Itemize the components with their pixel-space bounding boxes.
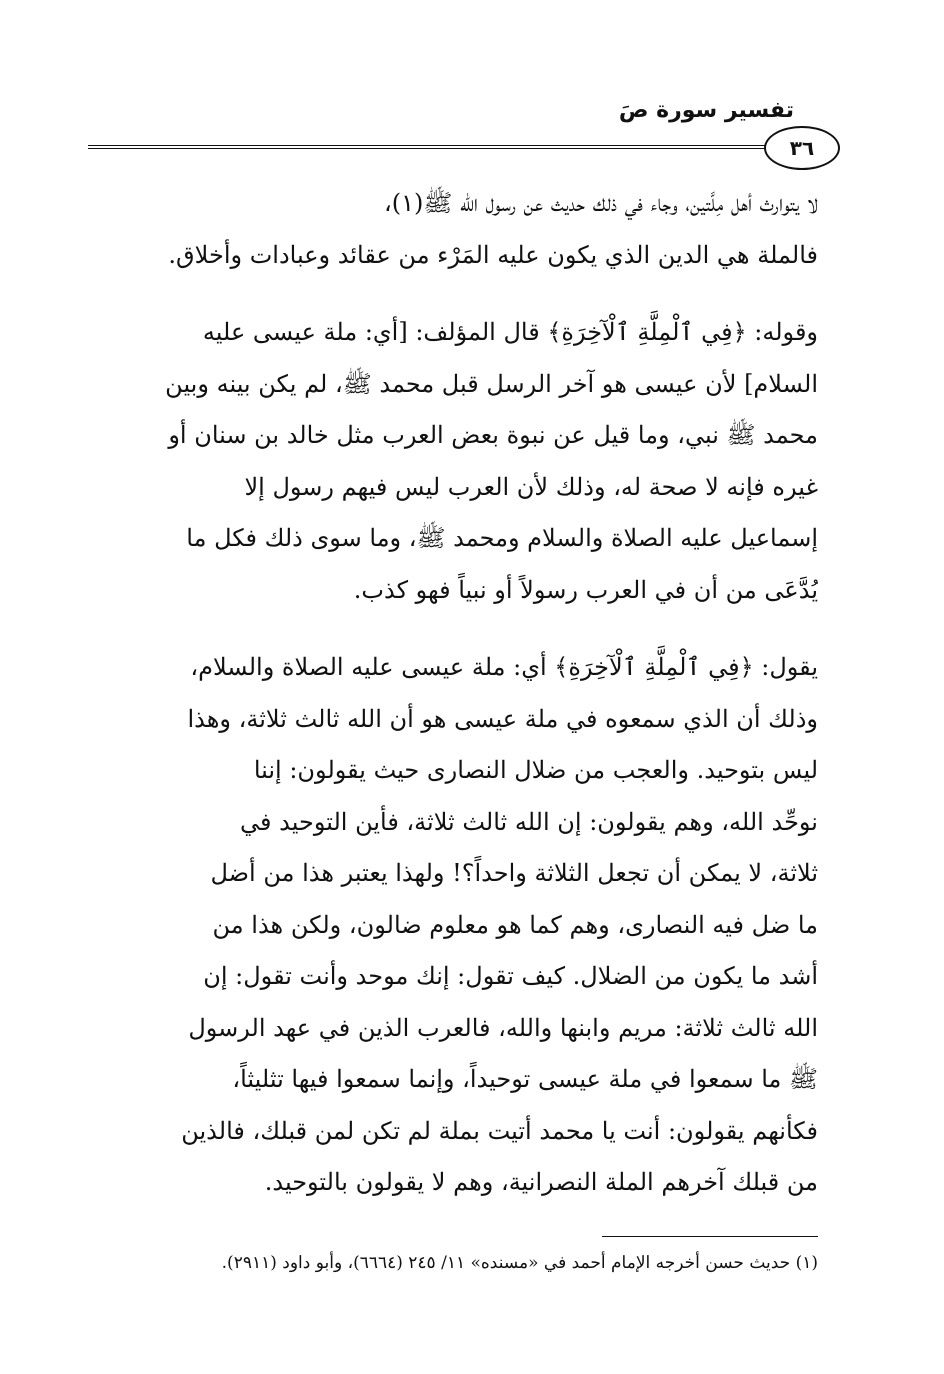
paragraph-1 xyxy=(126,178,818,281)
running-title: تفسير سورة صَ xyxy=(618,98,794,123)
page-number: ٣٦ xyxy=(764,126,840,170)
body-text xyxy=(126,178,818,1209)
text-line: إسماعيل عليه الصلاة والسلام ومحمد ﷺ، وما سوى ذلك فكل ما xyxy=(186,524,818,552)
text-line: السلام] لأن عيسى هو آخر الرسل قبل محمد ﷺ، لم يكن بينه وبين xyxy=(165,369,818,398)
text-line: وذلك أن الذي سمعوه في ملة عيسى هو أن الله ثالث ثلاثة، وهذا xyxy=(187,704,818,733)
text-line: محمد ﷺ نبي، وما قيل عن نبوة بعض العرب مثل خالد بن سنان أو xyxy=(168,421,818,449)
footnote-rule xyxy=(602,1236,818,1237)
text-line: الله ثالث ثلاثة: مريم وابنها والله، فالعرب الذين في عهد الرسول xyxy=(188,1013,818,1042)
text-line: يُدَّعَى من أن في العرب رسولاً أو نبياً فهو كذب. xyxy=(353,575,818,604)
text-line: نوحِّد الله، وهم يقولون: إن الله ثالث ثلاثة، فأين التوحيد في xyxy=(240,807,818,836)
text-line: فكأنهم يقولون: أنت يا محمد أتيت بملة لم تكن لمن قبلك، فالذين xyxy=(181,1116,818,1145)
text-line: لا يتوارث أهل مِلَّتين، وجاء في ذلك حديث عن رسول الله ﷺ(١)، xyxy=(383,189,818,217)
header-rule xyxy=(88,145,774,149)
paragraph-3 xyxy=(126,642,818,1209)
text-line: فالملة هي الدين الذي يكون عليه المَرْء من عقائد وعبادات وأخلاق. xyxy=(168,240,818,269)
text-line: ثلاثة، لا يمكن أن تجعل الثلاثة واحداً؟! ولهذا يعتبر هذا من أضل xyxy=(210,859,818,887)
paragraph-2 xyxy=(126,307,818,616)
text-line: وقوله: ﴿فِي ٱلْمِلَّةِ ٱلْآخِرَةِ﴾ قال المؤلف: [أي: ملة عيسى عليه xyxy=(202,318,818,346)
footnote: (١) حديث حسن أخرجه الإمام أحمد في «مسنده» ١١/ ٢٤٥ (٦٦٦٤)، وأبو داود (٢٩١١). xyxy=(221,1253,818,1273)
text-line: من قبلك آخرهم الملة النصرانية، وهم لا يقولون بالتوحيد. xyxy=(264,1168,818,1196)
text-line: غيره فإنه لا صحة له، وذلك لأن العرب ليس فيهم رسول إلا xyxy=(244,472,818,501)
text-line: يقول: ﴿فِي ٱلْمِلَّةِ ٱلْآخِرَةِ﴾ أي: ملة عيسى عليه الصلاة والسلام، xyxy=(190,653,818,681)
text-line: ليس بتوحيد. والعجب من ضلال النصارى حيث يقولون: إننا xyxy=(253,756,818,784)
text-line: ما ضل فيه النصارى، وهم كما هو معلوم ضالون، ولكن هذا من xyxy=(212,910,818,939)
text-line: ﷺ ما سمعوا في ملة عيسى توحيداً، وإنما سمعوا فيها تثليثاً، xyxy=(232,1065,818,1093)
text-line: أشد ما يكون من الضلال. كيف تقول: إنك موحد وأنت تقول: إن xyxy=(203,962,818,990)
